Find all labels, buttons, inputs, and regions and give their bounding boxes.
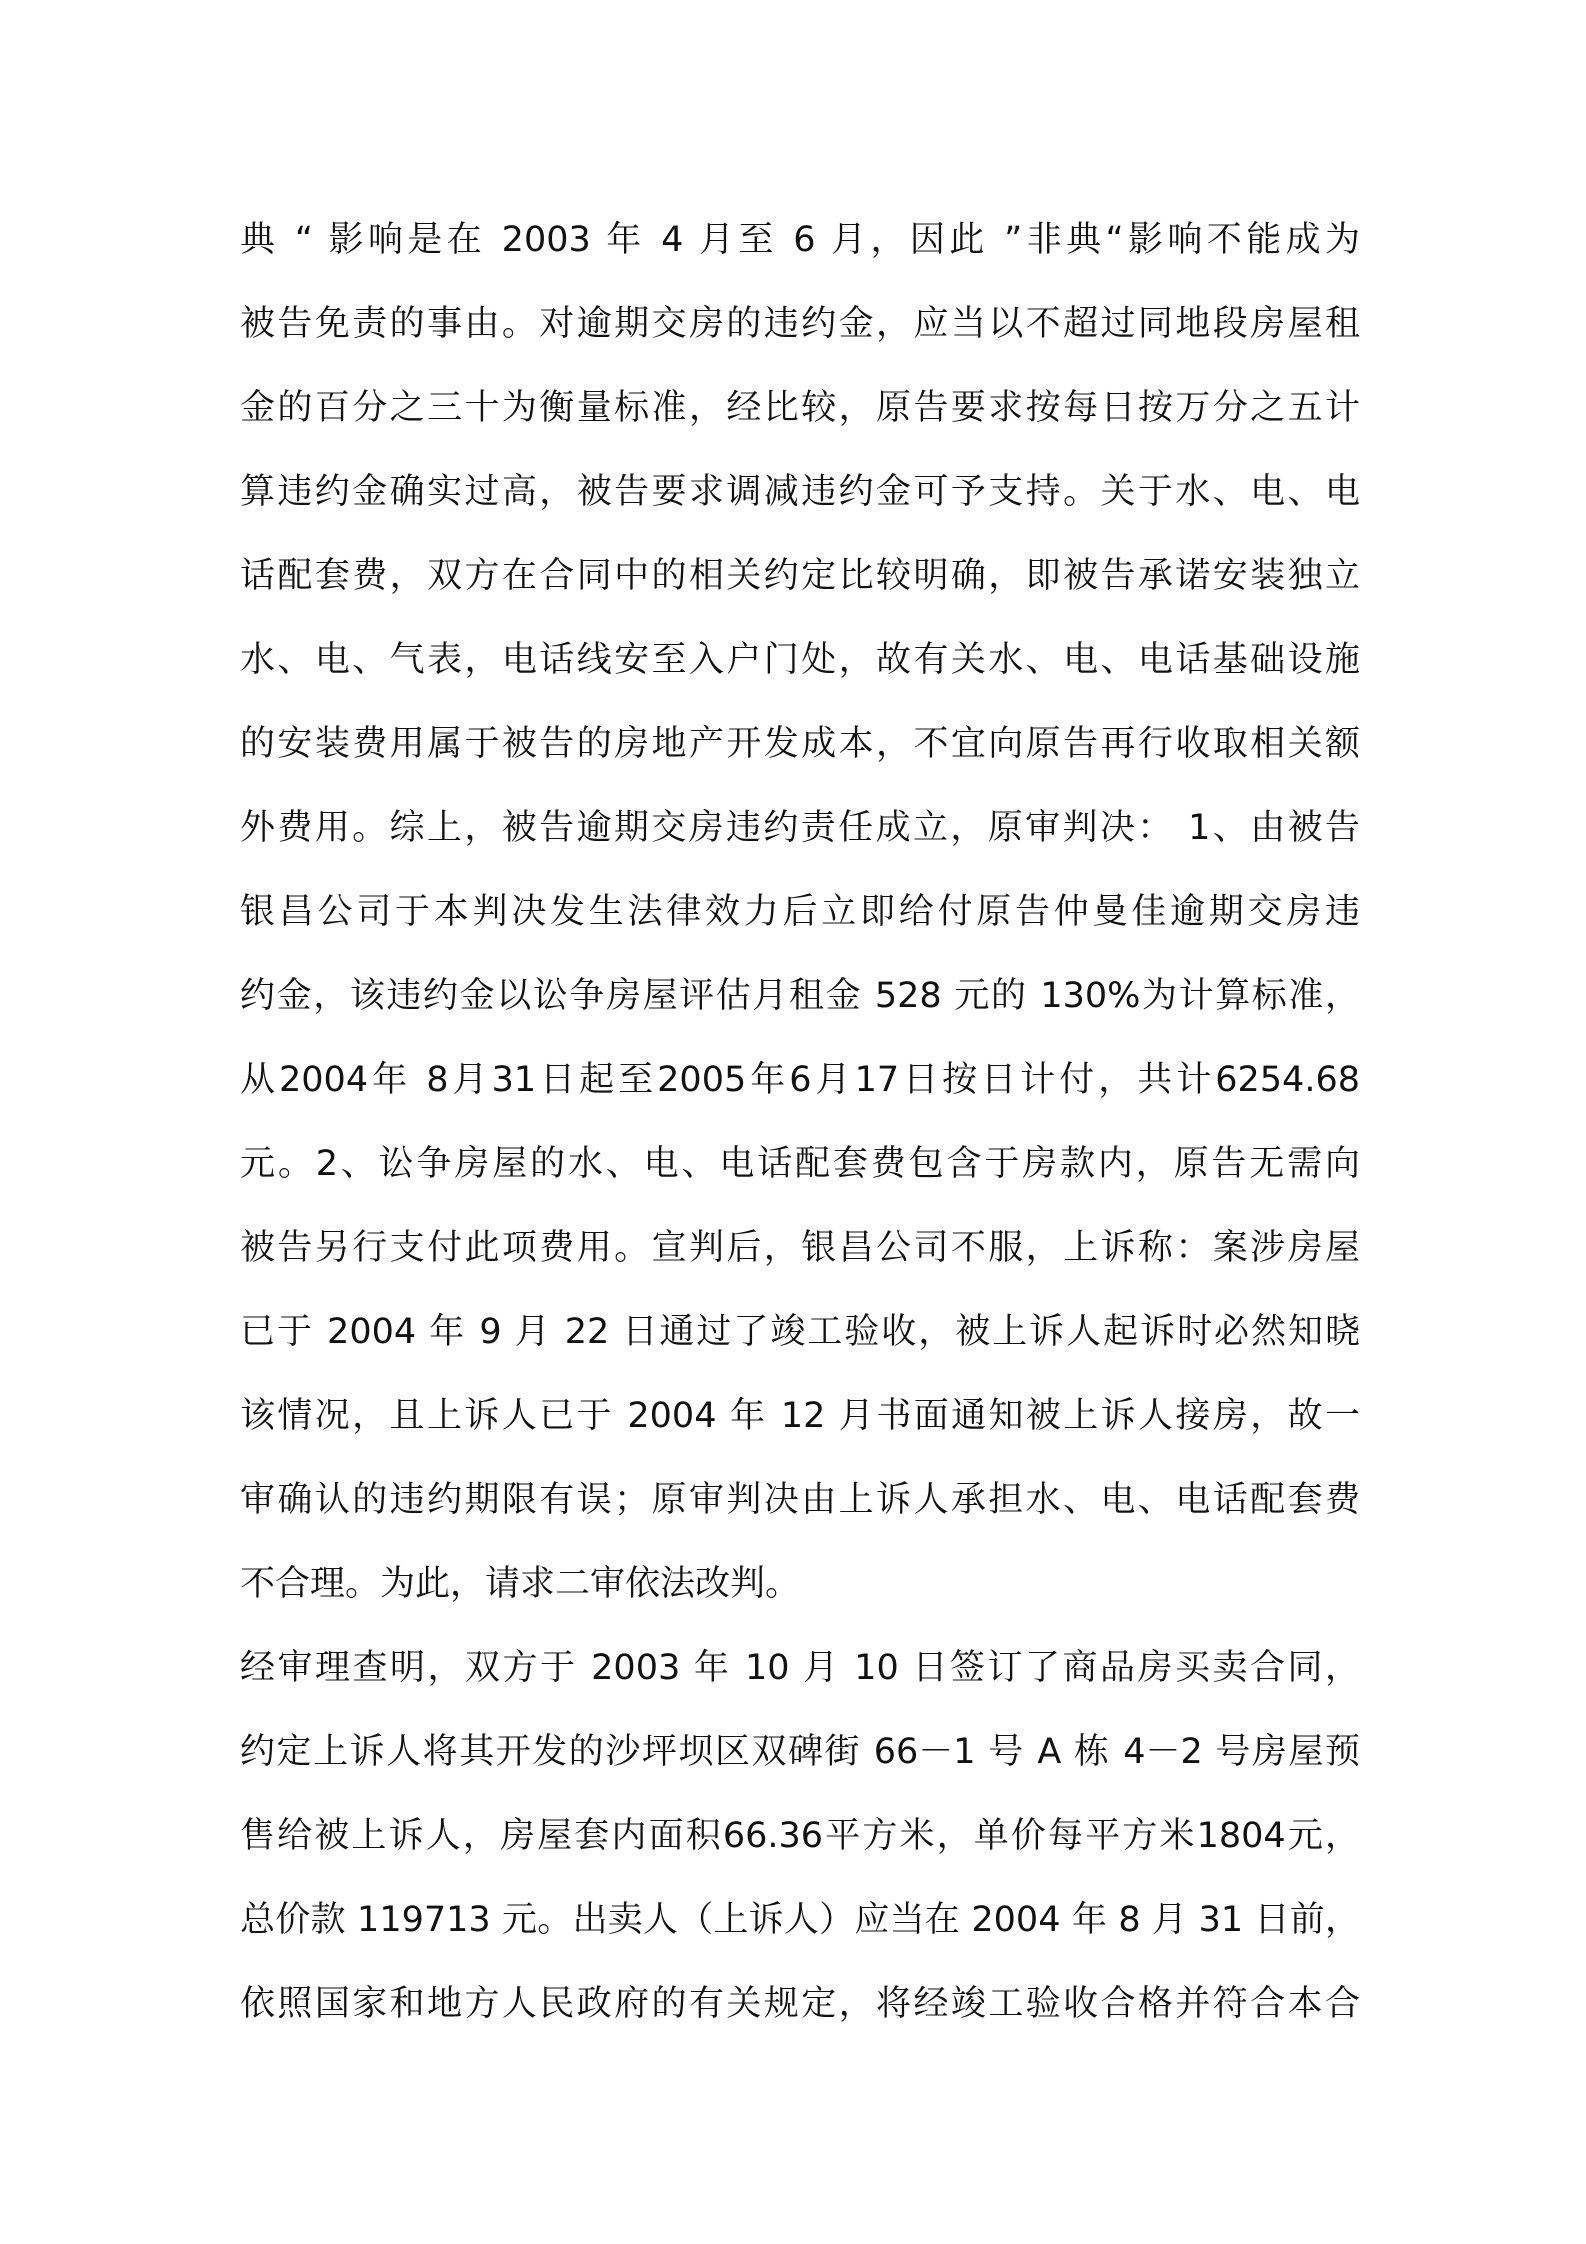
text-line: 算违约金确实过高，被告要求调减违约金可予支持。关于水、电、电 [240,472,1360,512]
text-line: 金的百分之三十为衡量标准，经比较，原告要求按每日按万分之五计 [240,388,1360,428]
text-line: 不合理。为此，请求二审依法改判。 [240,1564,801,1604]
text-line: 元。2、讼争房屋的水、电、电话配套费包含于房款内，原告无需向 [240,1144,1360,1184]
paragraph-1 [240,198,1360,1626]
paragraph-2 [240,1626,1360,2046]
text-line: 依照国家和地方人民政府的有关规定，将经竣工验收合格并符合本合 [240,1984,1360,2024]
text-line: 该情况，且上诉人已于 2004 年 12 月书面通知被上诉人接房，故一 [240,1396,1360,1436]
text-line: 审确认的违约期限有误；原审判决由上诉人承担水、电、电话配套费 [240,1480,1360,1520]
text-line: 话配套费，双方在合同中的相关约定比较明确，即被告承诺安装独立 [240,556,1360,596]
text-line: 经审理查明，双方于 2003 年 10 月 10 日签订了商品房买卖合同， [240,1648,1360,1688]
text-line: 约定上诉人将其开发的沙坪坝区双碑街 66－1 号 A 栋 4－2 号房屋预 [240,1732,1360,1772]
text-line: 从2004年 8月31日起至2005年6月17日按日计付，共计6254.68 [240,1060,1360,1100]
text-line: 被告另行支付此项费用。宣判后，银昌公司不服，上诉称：案涉房屋 [240,1228,1360,1268]
text-line: 银昌公司于本判决发生法律效力后立即给付原告仲曼佳逾期交房违 [240,892,1360,932]
text-line: 的安装费用属于被告的房地产开发成本，不宜向原告再行收取相关额 [240,724,1360,764]
text-line: 典 “ 影响是在 2003 年 4 月至 6 月，因此 ”非典“影响不能成为 [240,220,1360,260]
text-line: 总价款 119713 元。出卖人（上诉人）应当在 2004 年 8 月 31 日前， [240,1900,1360,1940]
text-line: 外费用。综上，被告逾期交房违约责任成立，原审判决： 1、由被告 [240,808,1360,848]
text-line: 已于 2004 年 9 月 22 日通过了竣工验收，被上诉人起诉时必然知晓 [240,1312,1360,1352]
text-line: 水、电、气表，电话线安至入户门处，故有关水、电、电话基础设施 [240,640,1360,680]
text-line: 售给被上诉人，房屋套内面积66.36平方米，单价每平方米1804元， [240,1816,1360,1856]
text-line: 约金，该违约金以讼争房屋评估月租金 528 元的 130%为计算标准， [240,976,1360,1016]
text-line: 被告免责的事由。对逾期交房的违约金，应当以不超过同地段房屋租 [240,304,1360,344]
document-body [240,198,1360,2046]
